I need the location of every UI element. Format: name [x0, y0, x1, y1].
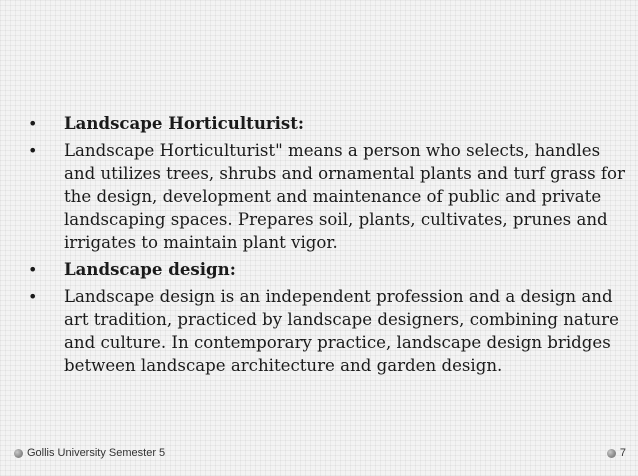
footer-right [607, 447, 626, 459]
bullet-text: Landscape Horticulturist: [64, 113, 305, 133]
footer-bullet-icon [607, 449, 616, 458]
bullet-definition-landscape-design [26, 285, 626, 377]
bullet-heading-landscape-horticulturist [26, 112, 626, 135]
bullet-definition-landscape-horticulturist [26, 139, 626, 254]
slide-body [26, 112, 626, 381]
footer-university-text: Gollis University Semester 5 [27, 447, 166, 459]
bullet-marker: • [28, 260, 38, 279]
bullet-heading-landscape-design [26, 258, 626, 281]
bullet-marker: • [28, 287, 38, 306]
footer-left [14, 447, 165, 459]
page-number: 7 [619, 447, 626, 459]
bullet-text: Landscape Horticulturist" means a person who selects, handles and utilizes trees, shrubs and ornamental plants and turf grass for the design, development and maintenance of public and private landscaping spaces. Prepares soil, plants, cultivates, prunes and irrigates to maintain plant vigor. [64, 141, 625, 252]
bullet-text: Landscape design is an independent profession and a design and art tradition, practiced by landscape designers, combining nature and culture. In contemporary practice, landscape design bridges between landscape architecture and garden design. [64, 287, 619, 375]
bullet-marker: • [28, 114, 38, 133]
bullet-marker: • [28, 141, 38, 160]
bullet-text: Landscape design: [64, 259, 236, 279]
slide-footer [14, 447, 626, 463]
footer-bullet-icon [14, 449, 23, 458]
